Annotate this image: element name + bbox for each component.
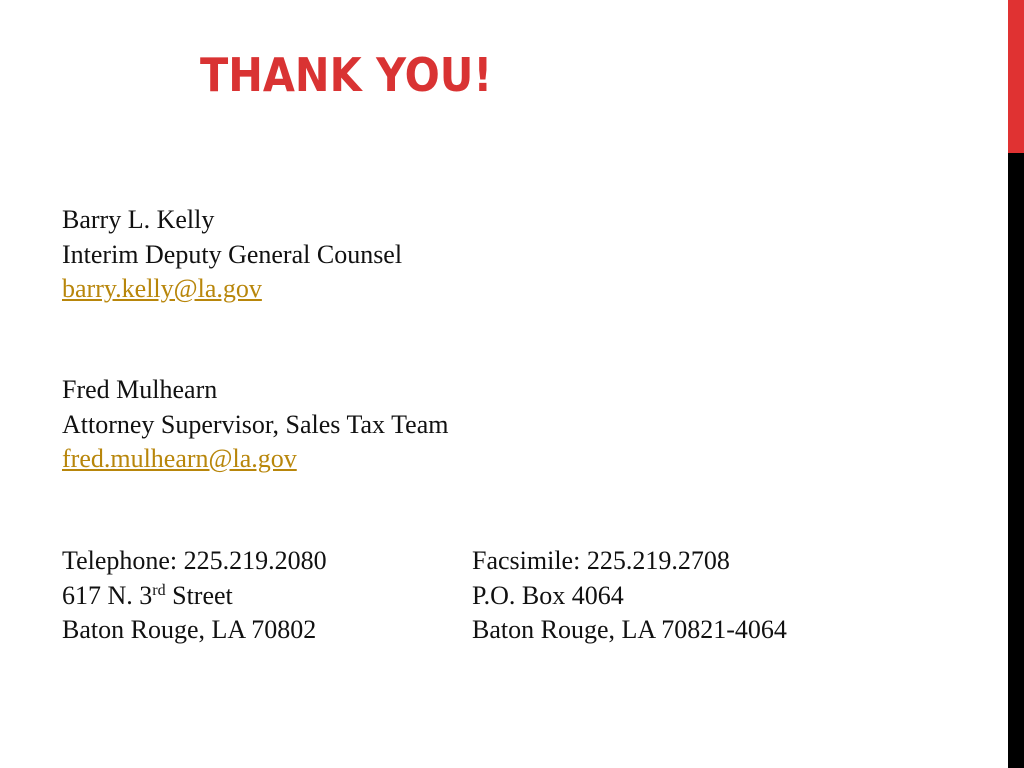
street-city: Baton Rouge, LA 70802 <box>62 615 317 644</box>
contact-email-link[interactable]: barry.kelly@la.gov <box>62 274 262 303</box>
contact-role: Interim Deputy General Counsel <box>62 239 403 269</box>
contact-block-mulhearn <box>62 373 448 477</box>
office-street-address <box>62 544 327 648</box>
mailing-city: Baton Rouge, LA 70821-4064 <box>472 615 787 644</box>
telephone-number: Telephone: 225.219.2080 <box>62 546 327 575</box>
street-name: Street <box>165 580 233 610</box>
accent-bar-black <box>1008 153 1024 768</box>
po-box: P.O. Box 4064 <box>472 580 624 610</box>
street-address <box>62 579 327 614</box>
accent-bar-red <box>1008 0 1024 153</box>
contact-name: Barry L. Kelly <box>62 205 215 234</box>
street-number: 617 N. 3 <box>62 580 153 610</box>
contact-role: Attorney Supervisor, Sales Tax Team <box>62 409 449 439</box>
slide-title: THANK YOU! <box>200 48 493 102</box>
office-mailing-address <box>472 544 787 648</box>
ordinal-suffix: rd <box>152 581 166 599</box>
contact-email-link[interactable]: fred.mulhearn@la.gov <box>62 444 297 473</box>
contact-name: Fred Mulhearn <box>62 375 218 404</box>
facsimile-number: Facsimile: 225.219.2708 <box>472 546 730 575</box>
contact-block-kelly <box>62 203 402 307</box>
